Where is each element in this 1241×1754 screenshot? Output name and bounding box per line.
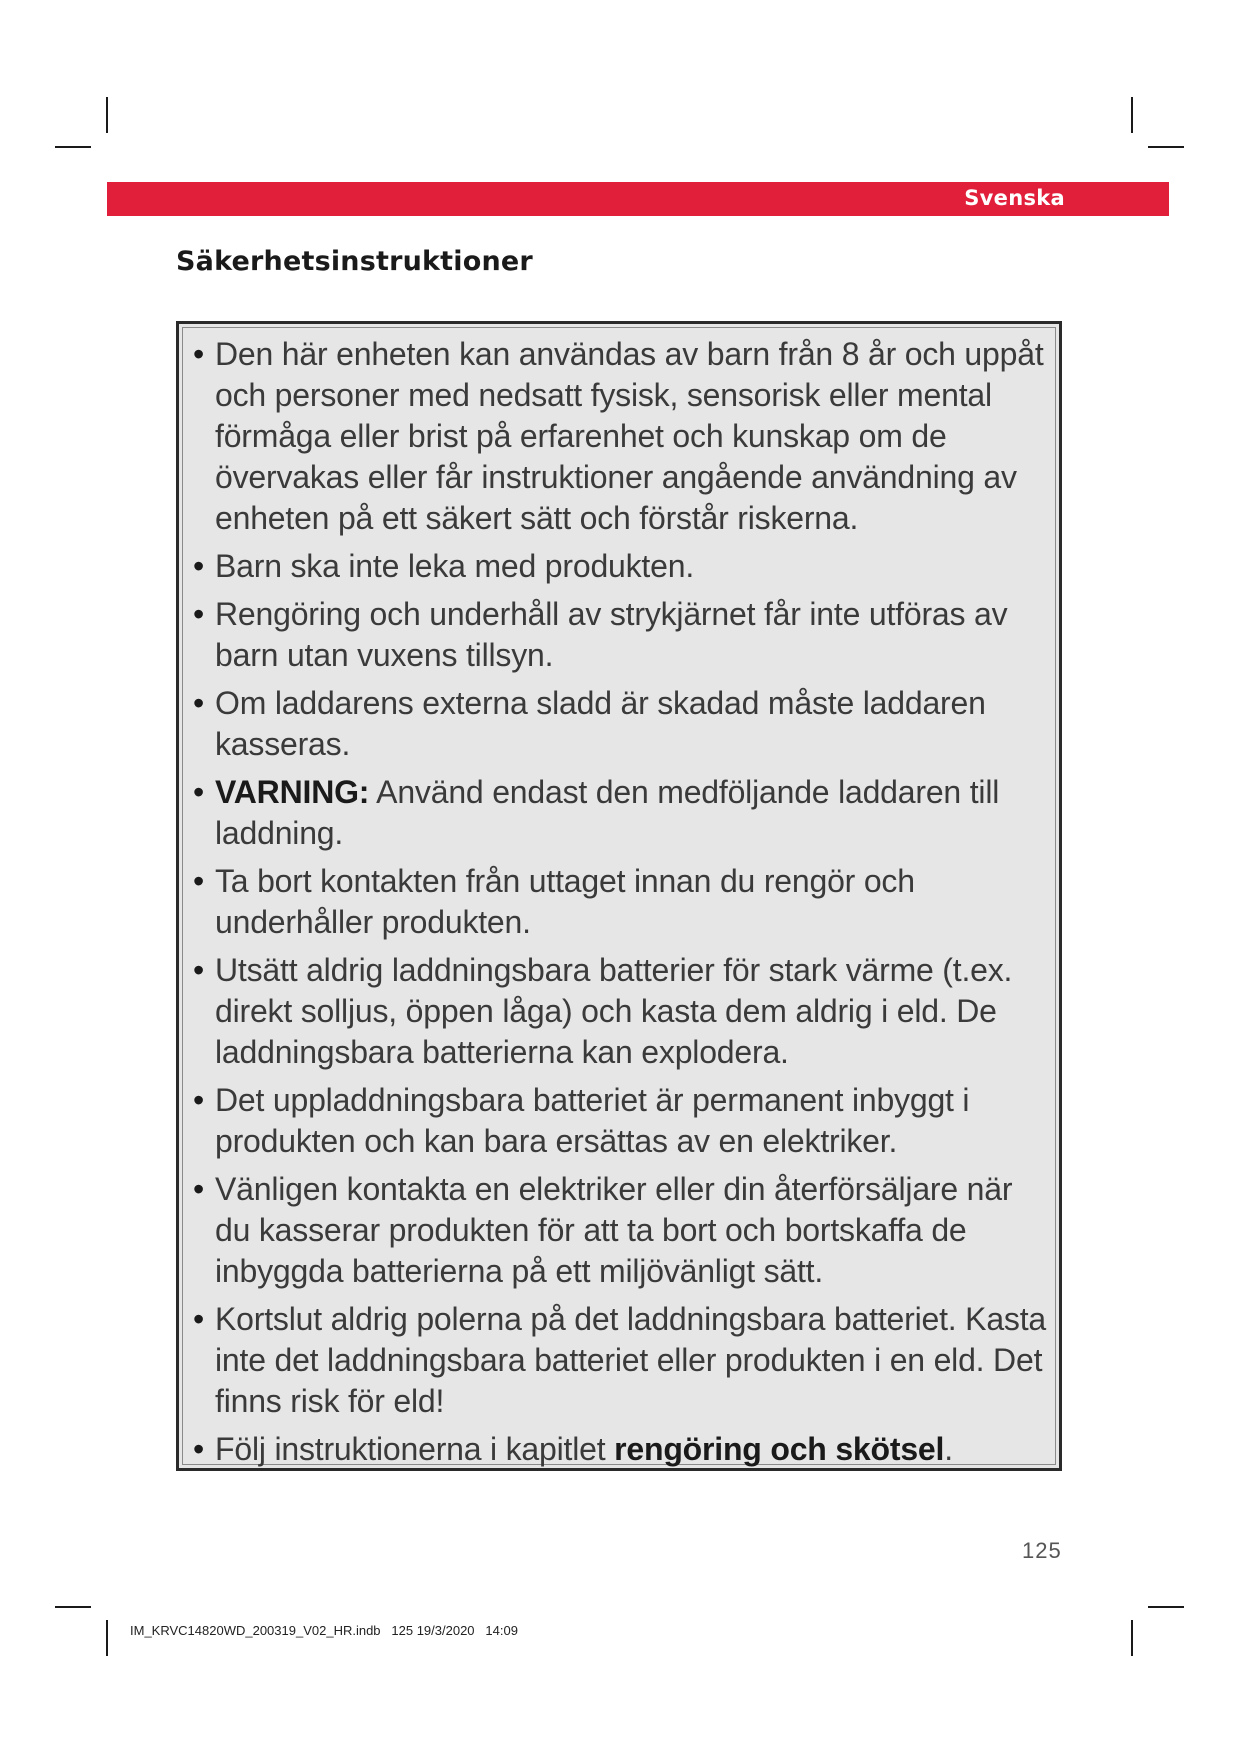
language-label: Svenska: [964, 186, 1065, 210]
item-text: Följ instruktionerna i kapitlet: [215, 1431, 615, 1467]
list-item: [193, 1429, 1047, 1470]
safety-instructions-box: [176, 321, 1062, 1471]
list-item: [193, 594, 1047, 676]
item-text: Rengöring och underhåll av strykjärnet får inte utföras av barn utan vuxens tillsyn.: [215, 596, 1008, 673]
language-header-bar: [107, 182, 1169, 216]
safety-instructions-list: [183, 328, 1055, 1470]
slug-time: 14:09: [485, 1623, 518, 1638]
list-item: [193, 772, 1047, 854]
slug-file: IM_KRVC14820WD_200319_V02_HR.indb: [130, 1623, 381, 1638]
page-title: Säkerhetsinstruktioner: [176, 246, 533, 277]
crop-mark-bottom-right-vertical: [1131, 1620, 1133, 1656]
crop-mark-top-right-horizontal: [1148, 146, 1184, 148]
list-item: [193, 1080, 1047, 1162]
slug-date: 19/3/2020: [416, 1623, 475, 1638]
item-text: Det uppladdningsbara batteriet är permanent inbyggt i produkten och kan bara ersättas av en elektriker.: [215, 1082, 970, 1159]
chapter-reference: rengöring och skötsel: [614, 1431, 945, 1467]
list-item: [193, 1169, 1047, 1292]
safety-box-inner-border: [182, 327, 1056, 1465]
list-item: [193, 546, 1047, 587]
list-item: [193, 1299, 1047, 1422]
list-item: [193, 950, 1047, 1073]
warning-label: VARNING:: [215, 774, 370, 810]
list-item: [193, 683, 1047, 765]
crop-mark-bottom-right-horizontal: [1148, 1606, 1184, 1608]
item-text: Utsätt aldrig laddningsbara batterier för stark värme (t.ex. direkt solljus, öppen låga) och kasta dem aldrig i eld. De laddningsbara batterierna kan explodera.: [215, 952, 1013, 1070]
item-text: Ta bort kontakten från uttaget innan du rengör och underhåller produkten.: [215, 863, 915, 940]
print-slug: [130, 1623, 518, 1638]
item-text: Använd endast den medföljande laddaren till laddning.: [215, 774, 1000, 851]
page-number: 125: [1022, 1538, 1062, 1563]
crop-mark-top-right-vertical: [1131, 97, 1133, 133]
crop-mark-bottom-left-horizontal: [55, 1606, 91, 1608]
crop-mark-top-left-vertical: [106, 97, 108, 133]
list-item: [193, 334, 1047, 539]
item-text: Den här enheten kan användas av barn från 8 år och uppåt och personer med nedsatt fysisk, sensorisk eller mental förmåga eller brist på erfarenhet och kunskap om de övervakas eller får instruktioner angående användning av enheten på ett säkert sätt och förstår riskerna.: [215, 336, 1044, 536]
item-text: Barn ska inte leka med produkten.: [215, 548, 695, 584]
item-text: Vänligen kontakta en elektriker eller din återförsäljare när du kasserar produkten för att ta bort och bortskaffa de inbyggda batterierna på ett miljövänligt sätt.: [215, 1171, 1013, 1289]
item-text-end: .: [944, 1431, 953, 1467]
slug-page: 125: [391, 1623, 414, 1638]
item-text: Om laddarens externa sladd är skadad måste laddaren kasseras.: [215, 685, 986, 762]
item-text: Kortslut aldrig polerna på det laddningsbara batteriet. Kasta inte det laddningsbara batteriet eller produkten i en eld. Det finns risk för eld!: [215, 1301, 1047, 1419]
crop-mark-top-left-horizontal: [55, 146, 91, 148]
list-item: [193, 861, 1047, 943]
crop-mark-bottom-left-vertical: [106, 1620, 108, 1656]
